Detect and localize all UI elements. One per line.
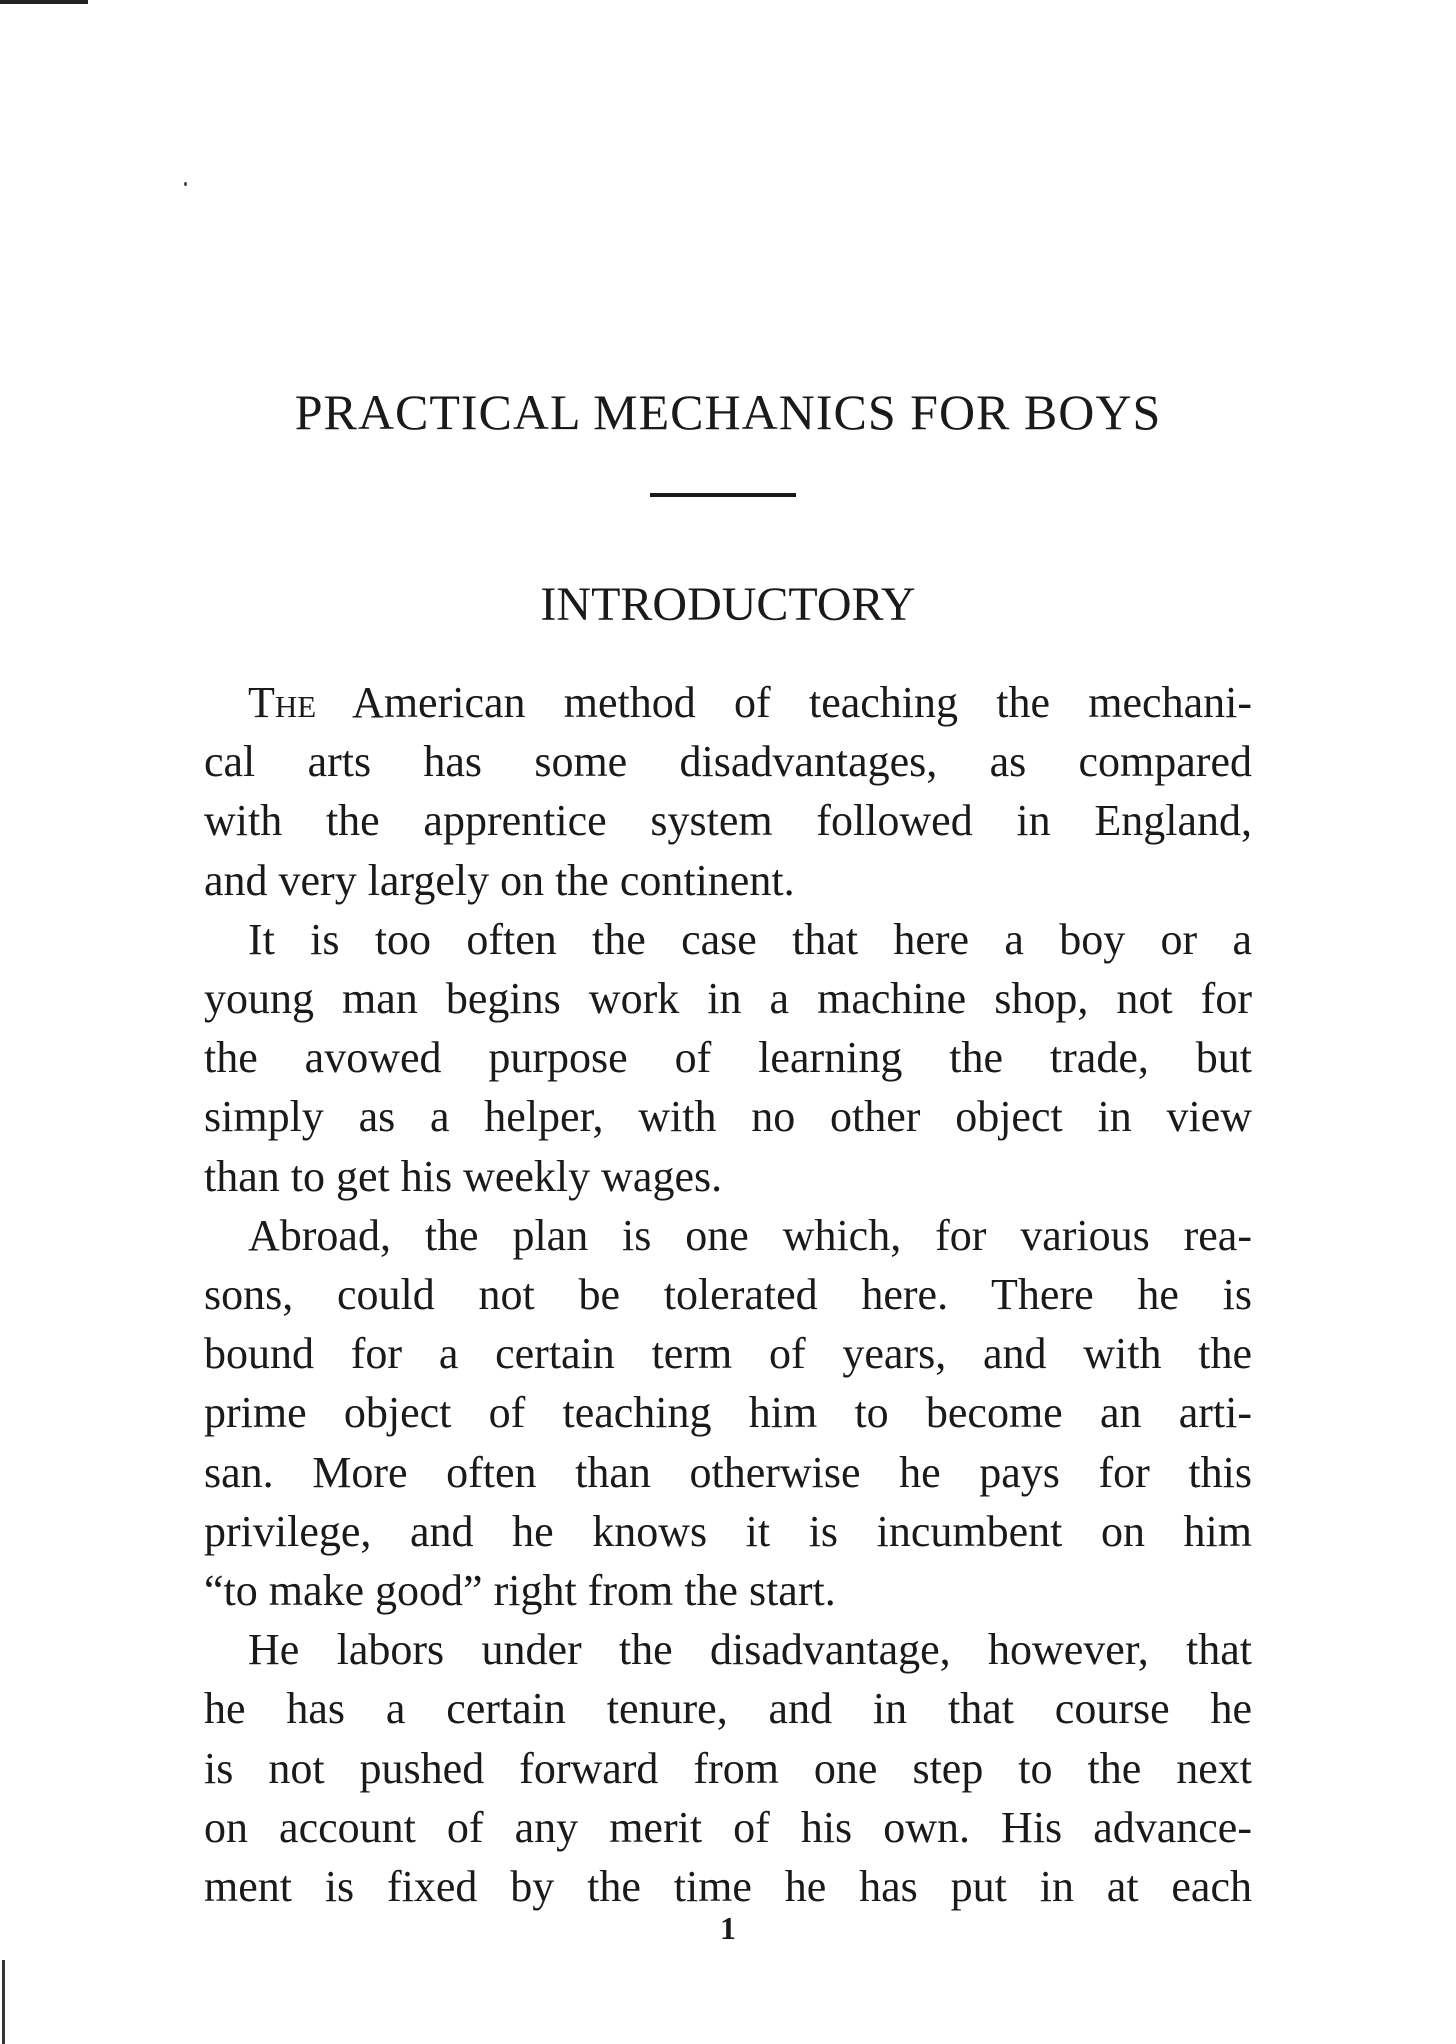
text-line: the avowed purpose of learning the trade, but: [204, 1033, 1252, 1083]
paragraph-3: [204, 1206, 1252, 1620]
text-line: He labors under the disadvantage, however, that: [248, 1625, 1252, 1675]
text-line: It is too often the case that here a boy or a: [248, 914, 1252, 964]
scan-edge-mark-left: [2, 1960, 5, 2044]
text-line: than to get his weekly wages.: [204, 1151, 723, 1201]
body-text: [204, 673, 1252, 1916]
text-line: prime object of teaching him to become an arti-: [204, 1388, 1252, 1438]
paragraph-4: [204, 1620, 1252, 1916]
text-line: young man begins work in a machine shop, not for: [204, 974, 1252, 1024]
page-number: 1: [720, 1910, 736, 1946]
text-line: simply as a helper, with no other object in view: [204, 1092, 1252, 1142]
text-line: cal arts has some disadvantages, as compared: [204, 737, 1252, 787]
section-heading: INTRODUCTORY: [540, 578, 916, 631]
text-line: Abroad, the plan is one which, for various rea-: [248, 1210, 1252, 1260]
text-line: and very largely on the continent.: [204, 855, 795, 905]
ink-speck: [184, 182, 187, 186]
text-line: he has a certain tenure, and in that course he: [204, 1684, 1252, 1734]
text-line: sons, could not be tolerated here. There he is: [204, 1270, 1252, 1320]
lead-word: The: [248, 678, 317, 727]
scan-edge-mark-top: [0, 0, 88, 4]
text-line: is not pushed forward from one step to the next: [204, 1743, 1252, 1793]
text-line: on account of any merit of his own. His advance-: [204, 1802, 1252, 1852]
text-line: bound for a certain term of years, and with the: [204, 1329, 1252, 1379]
text-line: ment is fixed by the time he has put in at each: [204, 1862, 1252, 1912]
paragraph-2: [204, 910, 1252, 1206]
title-rule: [650, 493, 796, 497]
text-line: with the apprentice system followed in England,: [204, 796, 1252, 846]
text-line: “to make good” right from the start.: [204, 1566, 836, 1616]
text-line: san. More often than otherwise he pays for this: [204, 1447, 1252, 1497]
paragraph-1: [204, 673, 1252, 910]
text-line: The American method of teaching the mechani-: [248, 678, 1252, 727]
text-line: privilege, and he knows it is incumbent on him: [204, 1506, 1252, 1556]
running-title: PRACTICAL MECHANICS FOR BOYS: [294, 384, 1162, 440]
